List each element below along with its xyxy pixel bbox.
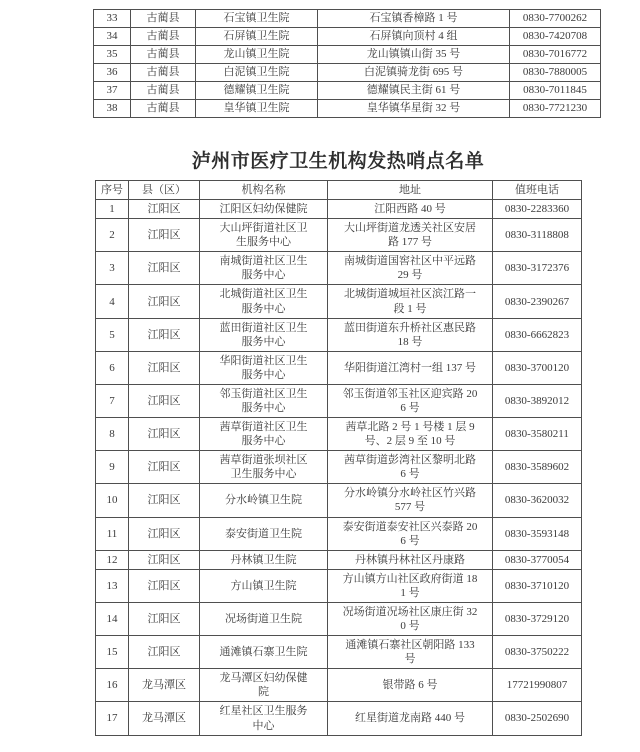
- header-row: [96, 181, 582, 200]
- cell-county: 江阳区: [129, 418, 200, 451]
- cell-row-number: 16: [96, 669, 129, 702]
- cell-address: 方山镇方山社区政府街道 181 号: [328, 569, 493, 602]
- cell-address: 石宝镇香樟路 1 号: [318, 10, 510, 28]
- cell-row-number: 36: [94, 64, 131, 82]
- cell-address: 红星街道龙南路 440 号: [328, 702, 493, 735]
- header-row-number: 序号: [96, 181, 129, 200]
- cell-county: 江阳区: [129, 451, 200, 484]
- cell-institution-name: 蓝田街道社区卫生服务中心: [200, 318, 328, 351]
- table-row: [96, 517, 582, 550]
- cell-institution-name: 石宝镇卫生院: [196, 10, 318, 28]
- table-row: [96, 351, 582, 384]
- cell-county: 龙马潭区: [129, 702, 200, 735]
- cell-phone: 0830-7721230: [510, 100, 601, 118]
- cell-institution-name: 南城街道社区卫生服务中心: [200, 252, 328, 285]
- table-row: [96, 569, 582, 602]
- table-row: [96, 200, 582, 219]
- table-row: [96, 550, 582, 569]
- cell-county: 江阳区: [129, 285, 200, 318]
- header-address: 地址: [328, 181, 493, 200]
- cell-address: 石屏镇向顶村 4 组: [318, 28, 510, 46]
- cell-institution-name: 通滩镇石寨卫生院: [200, 636, 328, 669]
- cell-row-number: 33: [94, 10, 131, 28]
- cell-address: 白泥镇骑龙街 695 号: [318, 64, 510, 82]
- table-row: [94, 46, 601, 64]
- cell-phone: 0830-3580211: [493, 418, 582, 451]
- cell-row-number: 17: [96, 702, 129, 735]
- main-table-body: [96, 200, 582, 736]
- cell-institution-name: 丹林镇卫生院: [200, 550, 328, 569]
- cell-institution-name: 方山镇卫生院: [200, 569, 328, 602]
- cell-institution-name: 北城街道社区卫生服务中心: [200, 285, 328, 318]
- cell-county: 古蔺县: [131, 82, 196, 100]
- cell-address: 丹林镇丹林社区丹康路: [328, 550, 493, 569]
- cell-phone: 0830-3118808: [493, 219, 582, 252]
- table-row: [96, 636, 582, 669]
- cell-county: 江阳区: [129, 569, 200, 602]
- table-row: [96, 484, 582, 517]
- cell-address: 茜草北路 2 号 1 号楼 1 层 9 号、2 层 9 至 10 号: [328, 418, 493, 451]
- cell-phone: 0830-7016772: [510, 46, 601, 64]
- table-row: [96, 285, 582, 318]
- cell-address: 邻玉街道邻玉社区迎宾路 206 号: [328, 384, 493, 417]
- cell-row-number: 14: [96, 602, 129, 635]
- cell-phone: 0830-6662823: [493, 318, 582, 351]
- cell-row-number: 12: [96, 550, 129, 569]
- table-row: [94, 100, 601, 118]
- top-table-body: [94, 10, 601, 118]
- cell-row-number: 15: [96, 636, 129, 669]
- cell-address: 通滩镇石寨社区朝阳路 133 号: [328, 636, 493, 669]
- main-table: [95, 180, 582, 736]
- cell-institution-name: 大山坪街道社区卫生服务中心: [200, 219, 328, 252]
- table-row: [96, 252, 582, 285]
- cell-address: 分水岭镇分水岭社区竹兴路 577 号: [328, 484, 493, 517]
- cell-address: 江阳西路 40 号: [328, 200, 493, 219]
- cell-address: 德耀镇民主街 61 号: [318, 82, 510, 100]
- main-table-header: [96, 181, 582, 200]
- table-row: [96, 219, 582, 252]
- cell-row-number: 7: [96, 384, 129, 417]
- cell-phone: 0830-7880005: [510, 64, 601, 82]
- table-row: [94, 28, 601, 46]
- cell-phone: 0830-3729120: [493, 602, 582, 635]
- cell-row-number: 11: [96, 517, 129, 550]
- table-row: [96, 451, 582, 484]
- cell-institution-name: 白泥镇卫生院: [196, 64, 318, 82]
- cell-row-number: 5: [96, 318, 129, 351]
- cell-row-number: 13: [96, 569, 129, 602]
- cell-row-number: 4: [96, 285, 129, 318]
- cell-phone: 0830-3700120: [493, 351, 582, 384]
- cell-phone: 0830-3770054: [493, 550, 582, 569]
- cell-address: 银带路 6 号: [328, 669, 493, 702]
- cell-phone: 17721990807: [493, 669, 582, 702]
- cell-institution-name: 况场街道卫生院: [200, 602, 328, 635]
- cell-address: 龙山镇镇山街 35 号: [318, 46, 510, 64]
- cell-county: 江阳区: [129, 351, 200, 384]
- cell-county: 江阳区: [129, 219, 200, 252]
- cell-phone: 0830-3589602: [493, 451, 582, 484]
- cell-county: 古蔺县: [131, 10, 196, 28]
- cell-address: 茜草街道彭湾社区黎明北路 6 号: [328, 451, 493, 484]
- cell-county: 古蔺县: [131, 28, 196, 46]
- cell-county: 江阳区: [129, 384, 200, 417]
- cell-county: 江阳区: [129, 200, 200, 219]
- table-row: [96, 418, 582, 451]
- header-phone: 值班电话: [493, 181, 582, 200]
- cell-row-number: 34: [94, 28, 131, 46]
- table-row: [94, 64, 601, 82]
- cell-address: 华阳街道江湾村一组 137 号: [328, 351, 493, 384]
- cell-county: 江阳区: [129, 636, 200, 669]
- cell-institution-name: 龙马潭区妇幼保健院: [200, 669, 328, 702]
- table-row: [96, 318, 582, 351]
- cell-institution-name: 石屏镇卫生院: [196, 28, 318, 46]
- table-row: [94, 10, 601, 28]
- cell-county: 古蔺县: [131, 64, 196, 82]
- cell-institution-name: 茜草街道社区卫生服务中心: [200, 418, 328, 451]
- cell-row-number: 2: [96, 219, 129, 252]
- cell-institution-name: 龙山镇卫生院: [196, 46, 318, 64]
- cell-institution-name: 茜草街道张坝社区卫生服务中心: [200, 451, 328, 484]
- table-row: [96, 602, 582, 635]
- cell-phone: 0830-3750222: [493, 636, 582, 669]
- cell-county: 古蔺县: [131, 46, 196, 64]
- cell-address: 况场街道况场社区康庄街 320 号: [328, 602, 493, 635]
- cell-county: 江阳区: [129, 252, 200, 285]
- cell-county: 江阳区: [129, 517, 200, 550]
- cell-county: 江阳区: [129, 484, 200, 517]
- cell-phone: 0830-7420708: [510, 28, 601, 46]
- cell-institution-name: 江阳区妇幼保健院: [200, 200, 328, 219]
- table-row: [96, 669, 582, 702]
- header-county: 县（区）: [129, 181, 200, 200]
- cell-address: 皇华镇华星街 32 号: [318, 100, 510, 118]
- cell-county: 龙马潭区: [129, 669, 200, 702]
- header-institution-name: 机构名称: [200, 181, 328, 200]
- cell-row-number: 3: [96, 252, 129, 285]
- cell-address: 泰安街道泰安社区兴泰路 206 号: [328, 517, 493, 550]
- cell-county: 江阳区: [129, 602, 200, 635]
- cell-row-number: 1: [96, 200, 129, 219]
- cell-phone: 0830-2283360: [493, 200, 582, 219]
- cell-address: 大山坪街道龙透关社区安居路 177 号: [328, 219, 493, 252]
- cell-phone: 0830-3620032: [493, 484, 582, 517]
- cell-institution-name: 德耀镇卫生院: [196, 82, 318, 100]
- cell-phone: 0830-3593148: [493, 517, 582, 550]
- cell-row-number: 6: [96, 351, 129, 384]
- cell-institution-name: 红星社区卫生服务中心: [200, 702, 328, 735]
- cell-row-number: 10: [96, 484, 129, 517]
- cell-phone: 0830-7011845: [510, 82, 601, 100]
- cell-row-number: 35: [94, 46, 131, 64]
- cell-institution-name: 邻玉街道社区卫生服务中心: [200, 384, 328, 417]
- cell-address: 南城街道国窖社区中平远路 29 号: [328, 252, 493, 285]
- top-table: [93, 9, 601, 118]
- cell-phone: 0830-2390267: [493, 285, 582, 318]
- cell-phone: 0830-3892012: [493, 384, 582, 417]
- cell-institution-name: 华阳街道社区卫生服务中心: [200, 351, 328, 384]
- cell-county: 江阳区: [129, 550, 200, 569]
- cell-phone: 0830-7700262: [510, 10, 601, 28]
- table-row: [96, 702, 582, 735]
- cell-phone: 0830-3172376: [493, 252, 582, 285]
- cell-address: 北城街道城垣社区滨江路一段 1 号: [328, 285, 493, 318]
- cell-county: 古蔺县: [131, 100, 196, 118]
- table-row: [94, 82, 601, 100]
- cell-institution-name: 分水岭镇卫生院: [200, 484, 328, 517]
- table-row: [96, 384, 582, 417]
- cell-row-number: 38: [94, 100, 131, 118]
- cell-row-number: 8: [96, 418, 129, 451]
- page-title: 泸州市医疗卫生机构发热哨点名单: [191, 151, 485, 172]
- cell-row-number: 37: [94, 82, 131, 100]
- cell-institution-name: 泰安街道卫生院: [200, 517, 328, 550]
- cell-phone: 0830-3710120: [493, 569, 582, 602]
- cell-phone: 0830-2502690: [493, 702, 582, 735]
- cell-row-number: 9: [96, 451, 129, 484]
- cell-institution-name: 皇华镇卫生院: [196, 100, 318, 118]
- cell-address: 蓝田街道东升桥社区惠民路 18 号: [328, 318, 493, 351]
- cell-county: 江阳区: [129, 318, 200, 351]
